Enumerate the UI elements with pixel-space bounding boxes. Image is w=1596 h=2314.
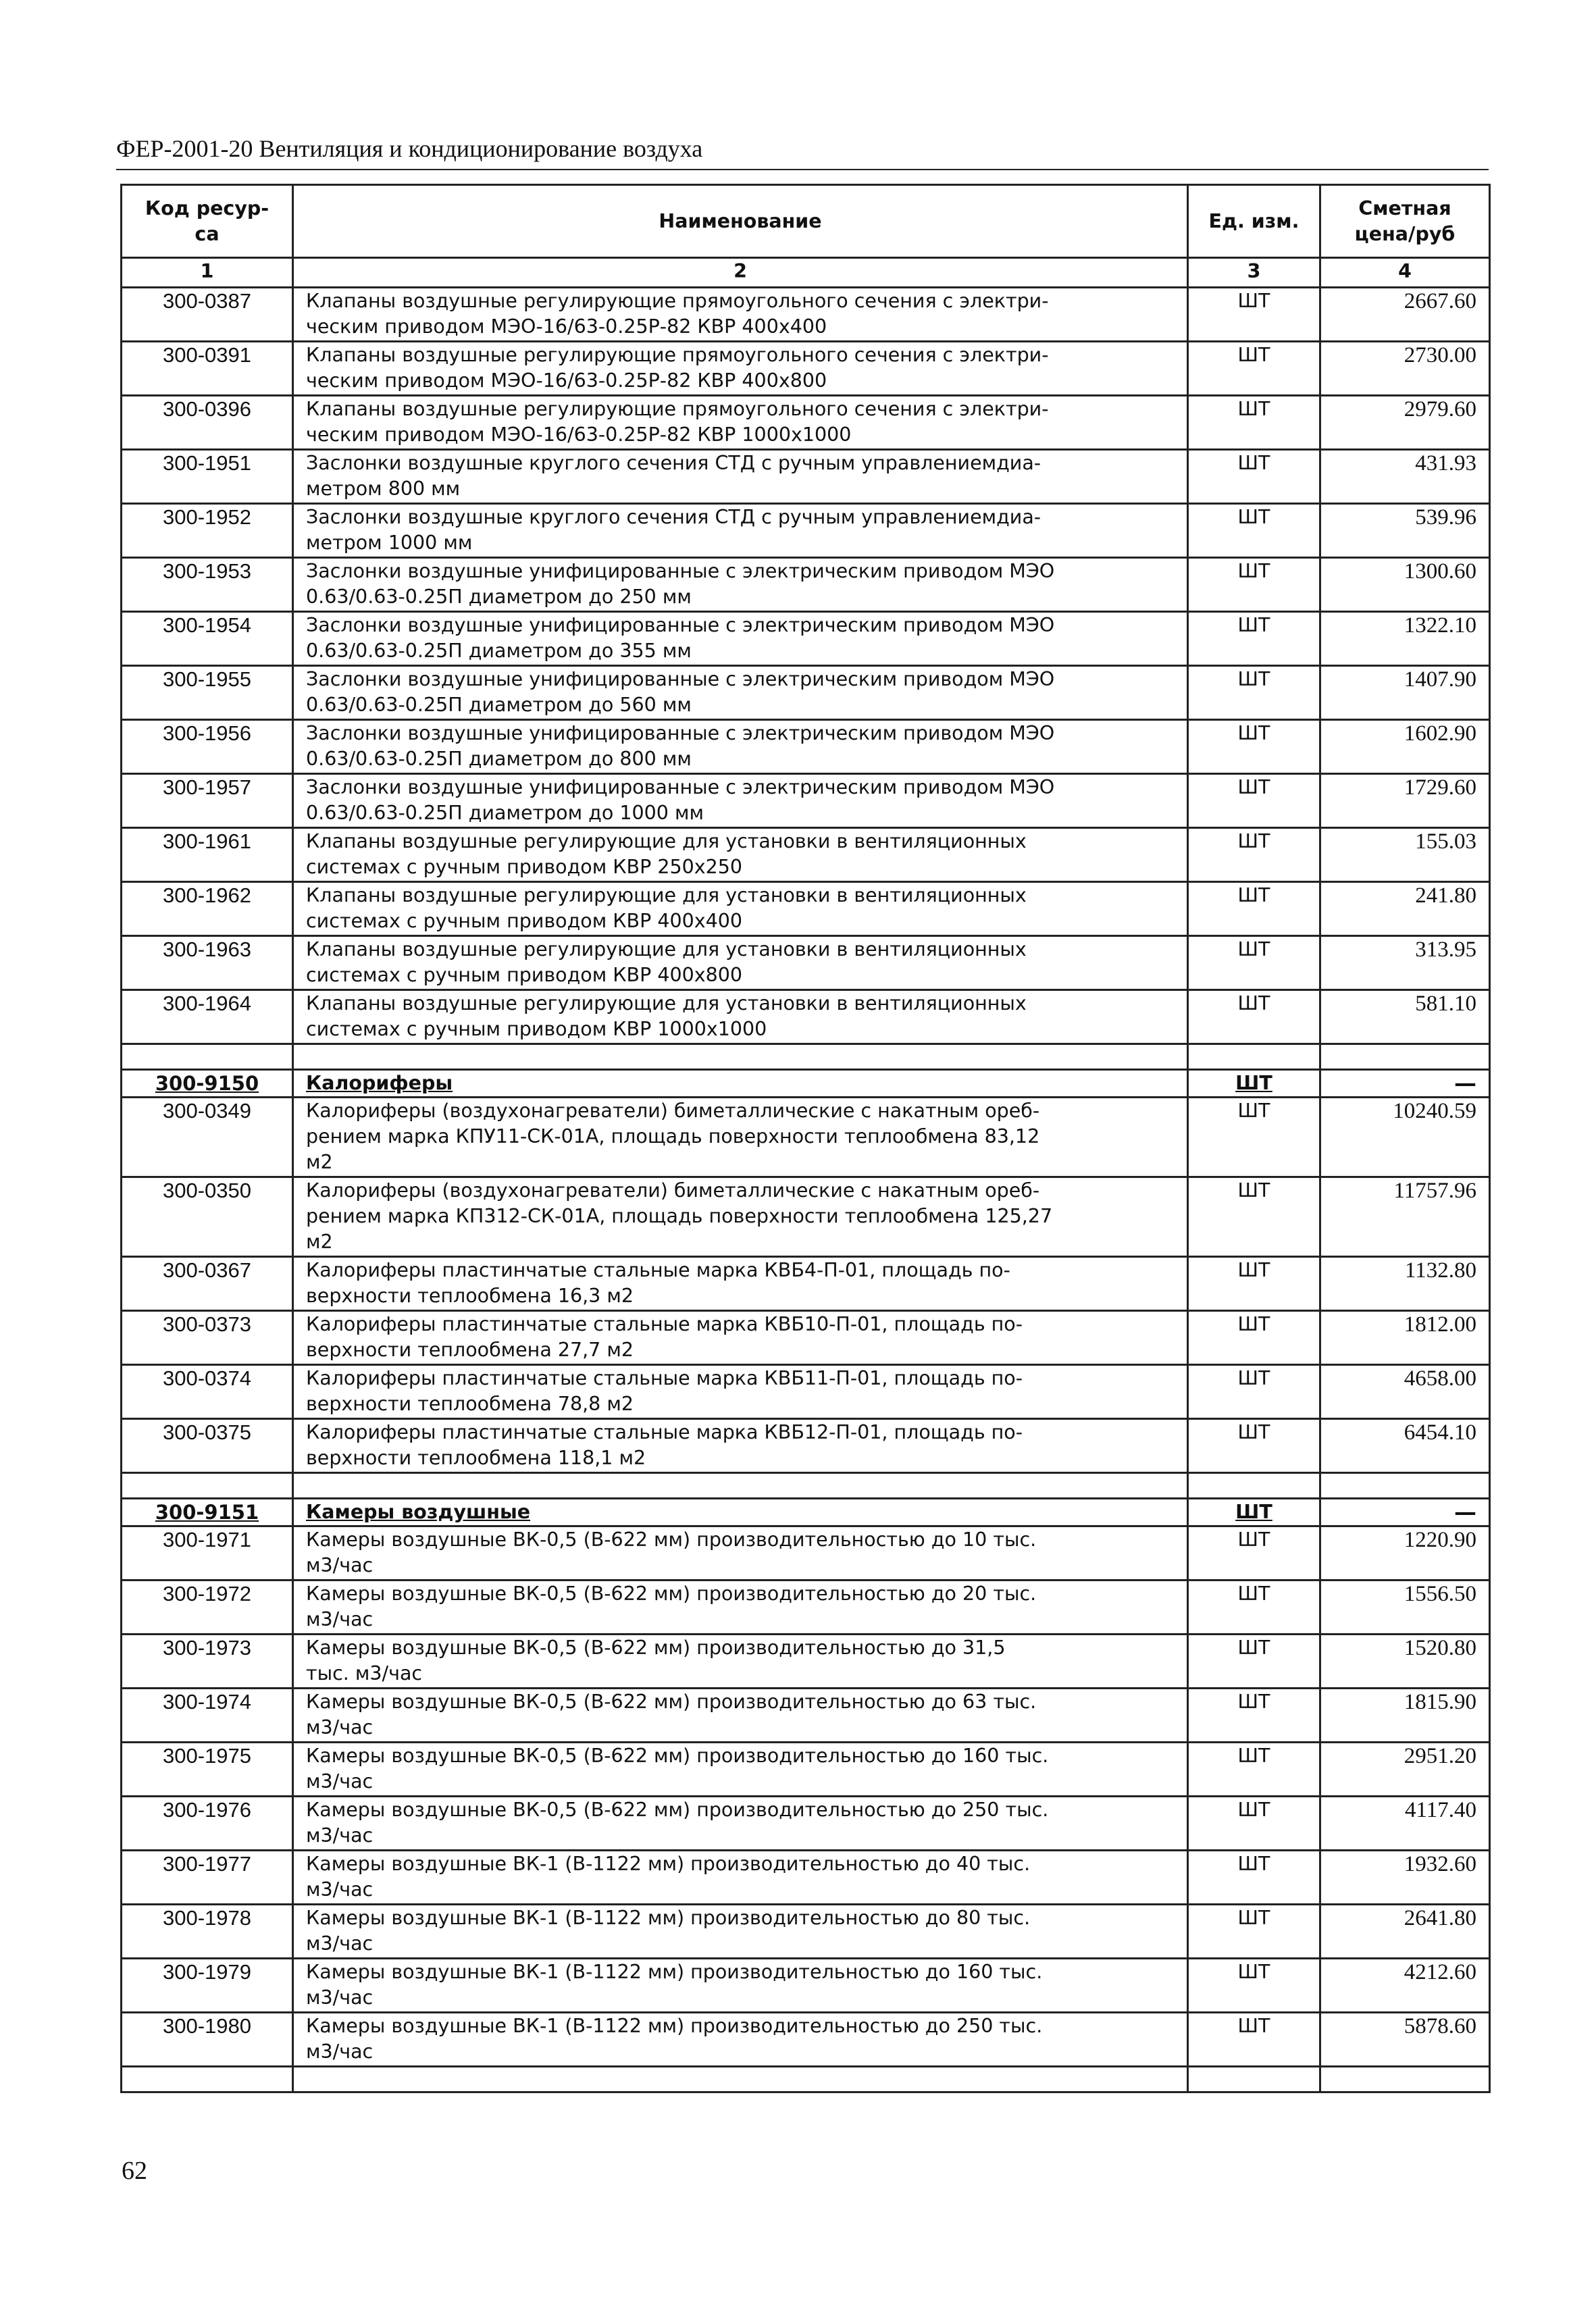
cell-unit: ШТ <box>1188 1419 1320 1473</box>
cell-code: 300-1954 <box>122 612 293 666</box>
cell-name: Камеры воздушные ВК-0,5 (В-622 мм) производительностью до 250 тыс. м3/час <box>293 1797 1188 1851</box>
cell-price: 11757.96 <box>1320 1177 1490 1257</box>
header-divider <box>116 169 1489 170</box>
cell-unit: ШТ <box>1188 342 1320 396</box>
cell-name: Камеры воздушные ВК-1 (В-1122 мм) производительностью до 160 тыс. м3/час <box>293 1959 1188 2013</box>
cell-code: 300-1962 <box>122 882 293 936</box>
cell-price: 1407.90 <box>1320 666 1490 720</box>
cell-price: 10240.59 <box>1320 1098 1490 1177</box>
table-row <box>122 990 1490 1044</box>
cell-unit: ШТ <box>1188 1257 1320 1311</box>
cell-code: 300-1951 <box>122 450 293 504</box>
table-row <box>122 396 1490 450</box>
cell-name: Камеры воздушные ВК-0,5 (В-622 мм) производительностью до 160 тыс. м3/час <box>293 1743 1188 1797</box>
cell-price: 1556.50 <box>1320 1580 1490 1635</box>
cell-unit: ШТ <box>1188 1098 1320 1177</box>
table-body-heaters-head <box>122 1044 1490 1098</box>
cell-code: 300-1972 <box>122 1580 293 1635</box>
cell-name: Клапаны воздушные регулирующие для установки в вентиляционных системах с ручным приводом КВР 400х400 <box>293 882 1188 936</box>
table-row <box>122 936 1490 990</box>
cell-unit: ШТ <box>1188 936 1320 990</box>
group-row-chambers <box>122 1499 1490 1526</box>
cell-code: 300-1953 <box>122 558 293 612</box>
cell-name: Калориферы (воздухонагреватели) биметаллические с накатным ореб- рением марка КПУ11-СК-01А, площадь поверхности теплообмена 83,12 м2 <box>293 1098 1188 1177</box>
table-row <box>122 288 1490 342</box>
cell-name: Камеры воздушные ВК-1 (В-1122 мм) производительностью до 40 тыс. м3/час <box>293 1851 1188 1905</box>
cell-name: Калориферы пластинчатые стальные марка КВБ10-П-01, площадь по- верхности теплообмена 27,7 м2 <box>293 1311 1188 1365</box>
table-row <box>122 1743 1490 1797</box>
table-row <box>122 1311 1490 1365</box>
cell-unit: ШТ <box>1188 288 1320 342</box>
column-header-code: Код ресур- са <box>122 185 293 258</box>
cell-code: 300-1952 <box>122 504 293 558</box>
table-row <box>122 1257 1490 1311</box>
cell-price: 2951.20 <box>1320 1743 1490 1797</box>
table-row <box>122 1580 1490 1635</box>
cell-name: Клапаны воздушные регулирующие прямоугольного сечения с электри- ческим приводом МЭО-16/63-0.25Р-82 КВР 1000х1000 <box>293 396 1188 450</box>
cell-unit: ШТ <box>1188 504 1320 558</box>
page-title: ФЕР-2001-20 Вентиляция и кондиционирование воздуха <box>116 135 703 162</box>
table-row <box>122 720 1490 774</box>
cell-price: 2979.60 <box>1320 396 1490 450</box>
cell-price: 1932.60 <box>1320 1851 1490 1905</box>
cell-unit: ШТ <box>1188 450 1320 504</box>
cell-code: 300-1978 <box>122 1905 293 1959</box>
cell-code: 300-1979 <box>122 1959 293 2013</box>
table-row <box>122 504 1490 558</box>
cell-unit: ШТ <box>1188 1526 1320 1580</box>
table-row <box>122 666 1490 720</box>
cell-code: 300-1975 <box>122 1743 293 1797</box>
cell-unit: ШТ <box>1188 1365 1320 1419</box>
table-row <box>122 828 1490 882</box>
group-row-heaters <box>122 1070 1490 1098</box>
cell-name: Заслонки воздушные унифицированные с электрическим приводом МЭО 0.63/0.63-0.25П диаметром до 250 мм <box>293 558 1188 612</box>
group-code: 300-9151 <box>122 1499 293 1526</box>
group-code: 300-9150 <box>122 1070 293 1098</box>
cell-price: 1812.00 <box>1320 1311 1490 1365</box>
table-row <box>122 1177 1490 1257</box>
cell-name: Камеры воздушные ВК-0,5 (В-622 мм) производительностью до 63 тыс. м3/час <box>293 1689 1188 1743</box>
cell-name: Клапаны воздушные регулирующие для установки в вентиляционных системах с ручным приводом КВР 400х800 <box>293 936 1188 990</box>
cell-price: 2730.00 <box>1320 342 1490 396</box>
table-row <box>122 1098 1490 1177</box>
cell-price: 539.96 <box>1320 504 1490 558</box>
blank-row <box>122 1473 1490 1499</box>
group-name: Камеры воздушные <box>293 1499 1188 1526</box>
blank-row <box>122 1044 1490 1070</box>
column-header-price: Сметная цена/руб <box>1320 185 1490 258</box>
cell-unit: ШТ <box>1188 1959 1320 2013</box>
table-row <box>122 1959 1490 2013</box>
cell-code: 300-1955 <box>122 666 293 720</box>
cell-code: 300-0387 <box>122 288 293 342</box>
cell-unit: ШТ <box>1188 990 1320 1044</box>
cell-unit: ШТ <box>1188 666 1320 720</box>
cell-unit: ШТ <box>1188 2013 1320 2067</box>
table-row <box>122 612 1490 666</box>
cell-code: 300-1956 <box>122 720 293 774</box>
cell-name: Заслонки воздушные унифицированные с электрическим приводом МЭО 0.63/0.63-0.25П диаметром до 800 мм <box>293 720 1188 774</box>
cell-name: Заслонки воздушные унифицированные с электрическим приводом МЭО 0.63/0.63-0.25П диаметром до 355 мм <box>293 612 1188 666</box>
cell-code: 300-0350 <box>122 1177 293 1257</box>
column-header-unit: Ед. изм. <box>1188 185 1320 258</box>
cell-code: 300-1957 <box>122 774 293 828</box>
table-row <box>122 1419 1490 1473</box>
table-row <box>122 1851 1490 1905</box>
table-body-chambers-head <box>122 1473 1490 1526</box>
cell-price: 2667.60 <box>1320 288 1490 342</box>
cell-unit: ШТ <box>1188 1689 1320 1743</box>
table-body-heaters <box>122 1098 1490 1473</box>
cell-unit: ШТ <box>1188 1905 1320 1959</box>
cell-code: 300-1976 <box>122 1797 293 1851</box>
blank-row <box>122 2067 1490 2092</box>
cell-price: 313.95 <box>1320 936 1490 990</box>
column-header-name: Наименование <box>293 185 1188 258</box>
cell-code: 300-1961 <box>122 828 293 882</box>
cell-name: Камеры воздушные ВК-0,5 (В-622 мм) производительностью до 10 тыс. м3/час <box>293 1526 1188 1580</box>
cell-name: Калориферы (воздухонагреватели) биметаллические с накатным ореб- рением марка КП312-СК-01А, площадь поверхности теплообмена 125,27 м2 <box>293 1177 1188 1257</box>
table-row <box>122 558 1490 612</box>
cell-code: 300-1977 <box>122 1851 293 1905</box>
cell-code: 300-0367 <box>122 1257 293 1311</box>
table-body-valves <box>122 288 1490 1044</box>
table-row <box>122 1689 1490 1743</box>
cell-unit: ШТ <box>1188 1743 1320 1797</box>
cell-unit: ШТ <box>1188 828 1320 882</box>
page-number: 62 <box>122 2157 147 2185</box>
cell-price: 1220.90 <box>1320 1526 1490 1580</box>
cell-price: 1729.60 <box>1320 774 1490 828</box>
table-row <box>122 342 1490 396</box>
cell-code: 300-1963 <box>122 936 293 990</box>
cell-name: Калориферы пластинчатые стальные марка КВБ12-П-01, площадь по- верхности теплообмена 118,1 м2 <box>293 1419 1188 1473</box>
cell-name: Калориферы пластинчатые стальные марка КВБ11-П-01, площадь по- верхности теплообмена 78,8 м2 <box>293 1365 1188 1419</box>
cell-price: 1132.80 <box>1320 1257 1490 1311</box>
cell-name: Клапаны воздушные регулирующие для установки в вентиляционных системах с ручным приводом КВР 1000х1000 <box>293 990 1188 1044</box>
column-number-row <box>122 258 1490 288</box>
cell-code: 300-1980 <box>122 2013 293 2067</box>
cell-unit: ШТ <box>1188 396 1320 450</box>
cell-unit: ШТ <box>1188 882 1320 936</box>
cell-unit: ШТ <box>1188 774 1320 828</box>
table-body-chambers <box>122 1526 1490 2067</box>
cell-price: 4117.40 <box>1320 1797 1490 1851</box>
cell-name: Клапаны воздушные регулирующие прямоугольного сечения с электри- ческим приводом МЭО-16/63-0.25Р-82 КВР 400х400 <box>293 288 1188 342</box>
cell-price: 6454.10 <box>1320 1419 1490 1473</box>
column-number: 1 <box>122 258 293 288</box>
table-body-end <box>122 2067 1490 2092</box>
table-row <box>122 774 1490 828</box>
cell-code: 300-1971 <box>122 1526 293 1580</box>
table-row <box>122 450 1490 504</box>
cell-price: 1520.80 <box>1320 1635 1490 1689</box>
cell-unit: ШТ <box>1188 1580 1320 1635</box>
cell-code: 300-1973 <box>122 1635 293 1689</box>
cell-price: 1815.90 <box>1320 1689 1490 1743</box>
column-number: 4 <box>1320 258 1490 288</box>
column-number: 3 <box>1188 258 1320 288</box>
cell-unit: ШТ <box>1188 1311 1320 1365</box>
cell-name: Заслонки воздушные унифицированные с электрическим приводом МЭО 0.63/0.63-0.25П диаметром до 1000 мм <box>293 774 1188 828</box>
cell-name: Заслонки воздушные круглого сечения СТД с ручным управлениемдиа- метром 800 мм <box>293 450 1188 504</box>
cell-code: 300-0396 <box>122 396 293 450</box>
cell-unit: ШТ <box>1188 1635 1320 1689</box>
cell-unit: ШТ <box>1188 1177 1320 1257</box>
column-number: 2 <box>293 258 1188 288</box>
cell-code: 300-1974 <box>122 1689 293 1743</box>
cell-unit: ШТ <box>1188 720 1320 774</box>
group-price: — <box>1320 1499 1490 1526</box>
cell-code: 300-0375 <box>122 1419 293 1473</box>
cell-name: Калориферы пластинчатые стальные марка КВБ4-П-01, площадь по- верхности теплообмена 16,3 м2 <box>293 1257 1188 1311</box>
group-name: Калориферы <box>293 1070 1188 1098</box>
cell-unit: ШТ <box>1188 558 1320 612</box>
cell-price: 1602.90 <box>1320 720 1490 774</box>
cell-code: 300-0391 <box>122 342 293 396</box>
cell-price: 155.03 <box>1320 828 1490 882</box>
cell-unit: ШТ <box>1188 1851 1320 1905</box>
table-row <box>122 1797 1490 1851</box>
cell-name: Камеры воздушные ВК-0,5 (В-622 мм) производительностью до 31,5 тыс. м3/час <box>293 1635 1188 1689</box>
cell-price: 581.10 <box>1320 990 1490 1044</box>
cell-code: 300-1964 <box>122 990 293 1044</box>
table-row <box>122 1905 1490 1959</box>
group-unit: ШТ <box>1188 1499 1320 1526</box>
cell-price: 4658.00 <box>1320 1365 1490 1419</box>
table-row <box>122 1526 1490 1580</box>
cell-unit: ШТ <box>1188 1797 1320 1851</box>
cell-code: 300-0373 <box>122 1311 293 1365</box>
group-price: — <box>1320 1070 1490 1098</box>
cell-name: Камеры воздушные ВК-1 (В-1122 мм) производительностью до 250 тыс. м3/час <box>293 2013 1188 2067</box>
cell-code: 300-0349 <box>122 1098 293 1177</box>
cell-name: Заслонки воздушные круглого сечения СТД с ручным управлениемдиа- метром 1000 мм <box>293 504 1188 558</box>
cell-code: 300-0374 <box>122 1365 293 1419</box>
cell-price: 4212.60 <box>1320 1959 1490 2013</box>
table-row <box>122 1635 1490 1689</box>
cell-price: 5878.60 <box>1320 2013 1490 2067</box>
table-row <box>122 1365 1490 1419</box>
cell-name: Клапаны воздушные регулирующие прямоугольного сечения с электри- ческим приводом МЭО-16/63-0.25Р-82 КВР 400х800 <box>293 342 1188 396</box>
table-row <box>122 2013 1490 2067</box>
cell-price: 1322.10 <box>1320 612 1490 666</box>
cell-name: Заслонки воздушные унифицированные с электрическим приводом МЭО 0.63/0.63-0.25П диаметром до 560 мм <box>293 666 1188 720</box>
table-header-row <box>122 185 1490 258</box>
cell-price: 241.80 <box>1320 882 1490 936</box>
table-row <box>122 882 1490 936</box>
cell-unit: ШТ <box>1188 612 1320 666</box>
cell-name: Камеры воздушные ВК-0,5 (В-622 мм) производительностью до 20 тыс. м3/час <box>293 1580 1188 1635</box>
cell-name: Камеры воздушные ВК-1 (В-1122 мм) производительностью до 80 тыс. м3/час <box>293 1905 1188 1959</box>
cell-price: 2641.80 <box>1320 1905 1490 1959</box>
price-table <box>120 184 1491 2093</box>
cell-price: 431.93 <box>1320 450 1490 504</box>
cell-name: Клапаны воздушные регулирующие для установки в вентиляционных системах с ручным приводом КВР 250х250 <box>293 828 1188 882</box>
cell-price: 1300.60 <box>1320 558 1490 612</box>
group-unit: ШТ <box>1188 1070 1320 1098</box>
